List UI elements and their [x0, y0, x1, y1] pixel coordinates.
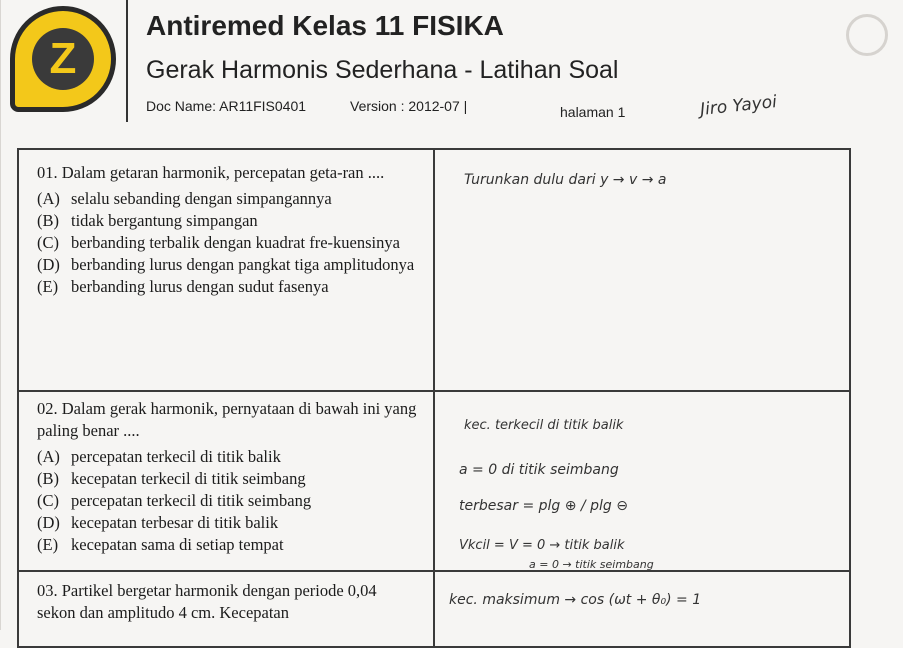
doc-name: Doc Name: AR11FIS0401	[146, 98, 307, 114]
handwritten-note-q3: kec. maksimum → cos (ωt + θ₀) = 1	[449, 592, 702, 608]
option-a: (A) percepatan terkecil di titik balik	[37, 447, 281, 466]
question-stem: 01. Dalam getaran harmonik, percepatan geta-ran ....	[37, 163, 385, 182]
handwritten-note-q2-2: a = 0 di titik seimbang	[459, 462, 619, 478]
question-01	[37, 162, 417, 298]
facing-page-logo-icon	[846, 14, 888, 56]
page-subtitle: Gerak Harmonis Sederhana - Latihan Soal	[146, 56, 619, 84]
option-d: (D) kecepatan terbesar di titik balik	[37, 513, 279, 532]
question-stem: 03. Partikel bergetar harmonik dengan periode 0,04 sekon dan amplitudo 4 cm. Kecepatan	[37, 581, 377, 622]
option-b: (B) tidak bergantung simpangan	[37, 211, 258, 230]
zenius-logo-icon	[10, 6, 116, 112]
question-table	[17, 148, 851, 648]
header-divider	[126, 0, 128, 122]
handwritten-note-q2-5: a = 0 → titik seimbang	[529, 558, 654, 571]
page-number: halaman 1	[560, 104, 626, 120]
handwritten-signature: Jiro Yayoi	[699, 92, 778, 120]
option-b: (B) kecepatan terkecil di titik seimbang	[37, 469, 306, 488]
option-a: (A) selalu sebanding dengan simpangannya	[37, 189, 332, 208]
option-e: (E) kecepatan sama di setiap tempat	[37, 535, 284, 554]
option-e: (E) berbanding lurus dengan sudut fasenya	[37, 277, 329, 296]
question-03	[37, 580, 417, 628]
logo-letter: Z	[32, 28, 94, 90]
page-title: Antiremed Kelas 11 FISIKA	[146, 10, 504, 41]
handwritten-note-q2-4: Vkcil = V = 0 → titik balik	[459, 538, 625, 553]
option-d: (D) berbanding lurus dengan pangkat tiga amplitudonya	[37, 255, 415, 274]
question-02	[37, 398, 417, 556]
doc-version: Version : 2012-07 |	[350, 98, 468, 114]
handwritten-note-q2-3: terbesar = plg ⊕ / plg ⊖	[459, 498, 628, 514]
row-divider-1	[19, 390, 849, 392]
option-c: (C) percepatan terkecil di titik seimbang	[37, 491, 312, 510]
row-divider-2	[19, 570, 849, 572]
option-c: (C) berbanding terbalik dengan kuadrat fre-kuensinya	[37, 233, 400, 252]
handwritten-note-q2-1: kec. terkecil di titik balik	[464, 418, 624, 433]
question-stem: 02. Dalam gerak harmonik, pernyataan di bawah ini yang paling benar ....	[37, 399, 417, 440]
handwritten-note-q1: Turunkan dulu dari y → v → a	[464, 172, 667, 188]
